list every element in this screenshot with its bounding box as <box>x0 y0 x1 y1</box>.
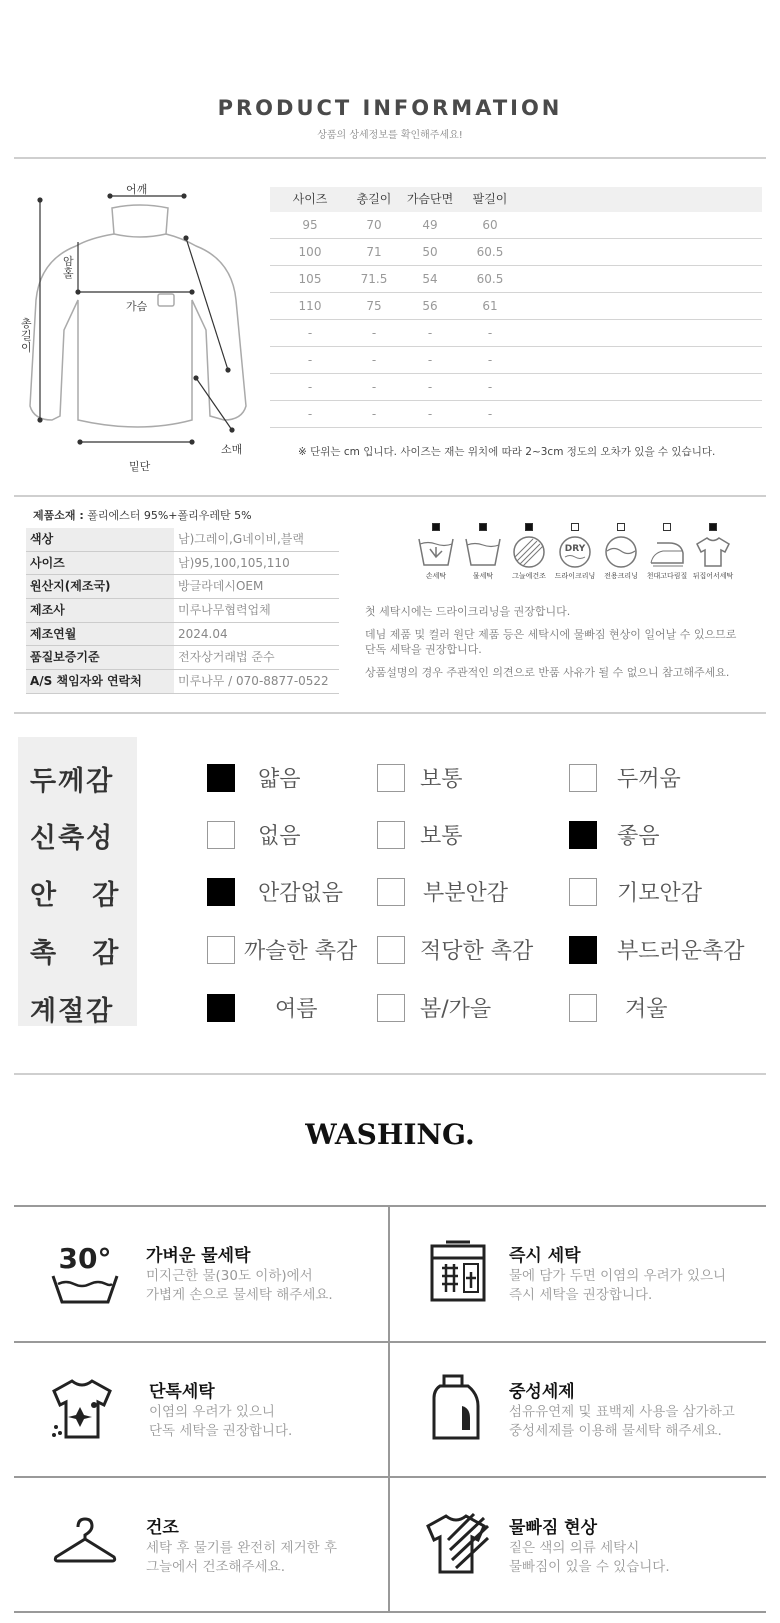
table-row <box>270 293 762 320</box>
info-key: 제조연월 <box>26 623 174 646</box>
table-row <box>270 374 762 401</box>
care-item-shade-dry <box>506 523 552 581</box>
page-subtitle: 상품의 상세정보를 확인해주세요! <box>317 130 463 141</box>
shade-dry-icon <box>509 535 549 569</box>
page-title: PRODUCT INFORMATION <box>217 96 563 120</box>
care-mark <box>525 523 533 531</box>
care-item-inside-out <box>690 523 736 581</box>
table-row <box>26 552 339 576</box>
table-row <box>26 575 339 599</box>
wash-item-desc: 세탁 후 물기를 완전히 제거한 후 <box>146 1540 337 1556</box>
iron-icon <box>647 535 687 569</box>
attr-checkbox <box>569 878 597 906</box>
attr-label-touch: 촉 감 <box>30 938 121 969</box>
info-value: 전자상거래법 준수 <box>178 650 275 665</box>
table-row <box>26 599 339 623</box>
attr-checkbox <box>207 994 235 1022</box>
divider <box>14 712 766 714</box>
divider <box>14 1073 766 1075</box>
size-header-cell: 팔길이 <box>472 192 508 206</box>
table-row <box>26 646 339 670</box>
wash-item-desc: 물빠짐이 있을 수 있습니다. <box>509 1559 670 1575</box>
garment-diagram <box>20 180 260 470</box>
attr-option: 좋음 <box>617 824 660 849</box>
info-key: 품질보증기준 <box>26 646 174 669</box>
hanger-icon <box>52 1517 118 1571</box>
info-key: 원산지(제조국) <box>26 575 174 598</box>
wash-item-title: 물빠짐 현상 <box>509 1518 598 1538</box>
wash-item-title: 단톡세탁 <box>149 1382 215 1402</box>
wash-item-desc: 그늘에서 건조해주세요. <box>146 1559 285 1575</box>
care-label: 천대고다림질 <box>646 572 688 580</box>
size-header-cell: 총길이 <box>356 192 392 206</box>
size-cell: 71 <box>366 245 382 259</box>
attr-label-lining: 안 감 <box>30 880 121 911</box>
care-note: 첫 세탁시에는 드라이크리닝을 권장합니다. <box>365 605 571 618</box>
wash-temp-text: 30° <box>58 1242 112 1275</box>
attr-checkbox <box>377 764 405 792</box>
table-row <box>26 623 339 647</box>
size-note: ※ 단위는 cm 입니다. 사이즈는 재는 위치에 따라 2~3cm 정도의 오차가 있을 수 있습니다. <box>298 446 716 458</box>
attr-option: 안감없음 <box>258 881 344 906</box>
attr-checkbox <box>377 878 405 906</box>
table-row <box>270 266 762 293</box>
size-table <box>270 187 762 428</box>
wash-item-desc: 중성세제를 이용해 물세탁 해주세요. <box>509 1423 722 1439</box>
wash-item-desc: 미지근한 물(30도 이하)에서 <box>146 1268 313 1284</box>
size-cell: - <box>371 353 377 367</box>
care-item-hand-wash <box>413 523 459 581</box>
wash-item-desc: 즉시 세탁을 권장합니다. <box>509 1287 653 1303</box>
label-sleeve: 소매 <box>221 443 243 456</box>
attr-checkbox <box>377 936 405 964</box>
wash-item-desc: 단독 세탁을 권장합니다. <box>149 1423 293 1439</box>
attr-option: 없음 <box>258 824 301 849</box>
care-note: 단독 세탁을 권장합니다. <box>365 643 482 656</box>
attr-checkbox <box>207 764 235 792</box>
size-cell: 75 <box>366 299 382 313</box>
machine-wash-icon <box>463 535 503 569</box>
attr-option: 부분안감 <box>423 881 509 906</box>
wash-item-title: 즉시 세탁 <box>509 1246 581 1266</box>
info-key: 사이즈 <box>26 552 174 575</box>
care-label: 물세탁 <box>472 572 494 580</box>
label-hem: 밑단 <box>129 460 151 473</box>
table-row <box>270 212 762 239</box>
size-cell: 49 <box>422 218 438 232</box>
attr-option: 두꺼움 <box>617 767 681 792</box>
wash-item-desc: 가볍게 손으로 물세탁 해주세요. <box>146 1287 333 1303</box>
wash-item-desc: 짙은 색의 의류 세탁시 <box>509 1540 640 1556</box>
attr-checkbox <box>207 936 235 964</box>
info-key: 색상 <box>26 528 174 551</box>
care-note: 상품설명의 경우 주관적인 의견으로 반품 사유가 될 수 없으니 참고해주세요. <box>365 666 730 679</box>
care-label: 손세탁 <box>425 572 447 580</box>
attr-checkbox <box>207 878 235 906</box>
washing-divider <box>14 1205 766 1207</box>
divider <box>14 495 766 497</box>
inside-out-icon <box>693 535 733 569</box>
info-value: 방글라데시OEM <box>178 579 264 594</box>
attr-option: 부드러운촉감 <box>617 939 745 964</box>
size-cell: - <box>487 353 493 367</box>
wash-item-desc: 이염의 우려가 있으니 <box>149 1404 275 1420</box>
wash-item-title: 중성세제 <box>509 1382 575 1402</box>
shirt-stain-icon <box>50 1377 114 1445</box>
hand-wash-icon <box>416 535 456 569</box>
care-mark <box>479 523 487 531</box>
care-mark <box>571 523 579 531</box>
attr-option: 기모안감 <box>617 881 703 906</box>
table-row <box>270 347 762 374</box>
info-key: 제조사 <box>26 599 174 622</box>
care-note: 데님 제품 및 컬러 원단 제품 등은 세탁시에 물빠짐 현상이 일어날 수 있으므로 <box>365 628 737 641</box>
table-row <box>26 670 339 694</box>
size-cell: 61 <box>482 299 498 313</box>
info-value: 미루나무 / 070-8877-0522 <box>178 674 329 689</box>
attr-label-season: 계절감 <box>30 996 115 1027</box>
size-cell: 71.5 <box>360 272 388 286</box>
size-cell: 105 <box>298 272 322 286</box>
size-cell: 60.5 <box>476 272 504 286</box>
attr-option: 여름 <box>275 997 318 1022</box>
size-table-header <box>270 187 762 212</box>
attr-label-thickness: 두께감 <box>30 766 115 797</box>
attr-option: 적당한 촉감 <box>420 939 534 964</box>
dry-clean-icon <box>555 535 595 569</box>
care-mark <box>432 523 440 531</box>
care-label: 그늘에건조 <box>512 572 546 580</box>
care-item-machine-wash <box>460 523 506 581</box>
care-label: 전용크리닝 <box>604 572 638 580</box>
size-cell: 70 <box>366 218 382 232</box>
attr-checkbox <box>207 821 235 849</box>
attr-checkbox <box>569 936 597 964</box>
wash-item-desc: 섬유유연제 및 표백제 사용을 삼가하고 <box>509 1404 735 1420</box>
wash-item-desc: 물에 담가 두면 이염의 우려가 있으니 <box>509 1268 727 1284</box>
size-cell: 110 <box>298 299 322 313</box>
wash-item-title: 가벼운 물세탁 <box>146 1246 251 1266</box>
care-mark <box>617 523 625 531</box>
wash-30-icon <box>50 1240 120 1310</box>
table-row <box>270 401 762 428</box>
turtleneck-outline-icon <box>20 180 260 470</box>
care-item-iron <box>644 523 690 581</box>
product-info-table <box>26 528 339 694</box>
washing-vertical-divider <box>388 1205 390 1611</box>
attr-option: 겨울 <box>625 997 668 1022</box>
special-clean-icon <box>601 535 641 569</box>
label-shoulder: 어깨 <box>126 183 148 196</box>
size-cell: - <box>427 326 433 340</box>
size-cell: 54 <box>422 272 438 286</box>
attr-option: 보통 <box>420 767 463 792</box>
attr-label-elasticity: 신축성 <box>30 823 115 854</box>
label-chest: 가슴 <box>126 300 148 313</box>
care-label: 드라이크리닝 <box>554 572 596 580</box>
size-cell: - <box>371 380 377 394</box>
washing-title: WASHING. <box>305 1118 475 1151</box>
care-item-dry-clean <box>552 523 598 581</box>
care-label: 뒤집어서세탁 <box>692 572 734 580</box>
attr-checkbox <box>569 994 597 1022</box>
size-cell: - <box>307 326 313 340</box>
dry-text: DRY <box>564 544 586 554</box>
size-cell: - <box>487 326 493 340</box>
attr-option: 보통 <box>420 824 463 849</box>
size-cell: 56 <box>422 299 438 313</box>
size-cell: - <box>427 353 433 367</box>
table-row <box>26 528 339 552</box>
size-header-cell: 가슴단면 <box>406 192 454 206</box>
size-cell: 60.5 <box>476 245 504 259</box>
info-key: A/S 책임자와 연락처 <box>26 670 174 693</box>
care-mark <box>663 523 671 531</box>
table-row <box>270 239 762 266</box>
wash-item-title: 건조 <box>146 1518 179 1538</box>
size-cell: - <box>427 380 433 394</box>
care-mark <box>709 523 717 531</box>
material-line <box>33 507 252 523</box>
washing-divider <box>14 1341 766 1343</box>
attr-option: 봄/가을 <box>420 997 492 1022</box>
size-cell: - <box>307 407 313 421</box>
size-cell: - <box>487 380 493 394</box>
size-cell: - <box>371 326 377 340</box>
table-row <box>270 320 762 347</box>
washing-machine-icon <box>428 1238 488 1308</box>
size-header-cell: 사이즈 <box>292 192 328 206</box>
info-value: 미루나무협력업체 <box>178 603 271 618</box>
attr-checkbox <box>569 764 597 792</box>
size-cell: - <box>371 407 377 421</box>
info-value: 남)95,100,105,110 <box>178 555 290 570</box>
attr-checkbox <box>377 994 405 1022</box>
size-cell: - <box>307 353 313 367</box>
size-cell: - <box>307 380 313 394</box>
size-cell: - <box>487 407 493 421</box>
size-cell: 100 <box>298 245 322 259</box>
care-item-special-clean <box>598 523 644 581</box>
info-value: 남)그레이,G네이비,블랙 <box>178 532 304 546</box>
washing-divider <box>14 1611 766 1613</box>
washing-divider <box>14 1476 766 1478</box>
color-bleed-icon <box>426 1510 492 1580</box>
size-cell: 95 <box>302 218 318 232</box>
material-label: 제품소재 : <box>33 509 84 522</box>
detergent-icon <box>428 1372 484 1446</box>
info-value: 2024.04 <box>178 626 228 641</box>
size-cell: - <box>427 407 433 421</box>
label-armhole: 암홀 <box>63 255 74 280</box>
attr-checkbox <box>377 821 405 849</box>
size-cell: 50 <box>422 245 438 259</box>
material-value: 폴리에스터 95%+폴리우레탄 5% <box>87 509 252 522</box>
attr-checkbox <box>569 821 597 849</box>
label-length: 총길이 <box>21 317 32 354</box>
size-cell: 60 <box>482 218 498 232</box>
divider <box>14 157 766 159</box>
attr-option: 까슬한 촉감 <box>244 939 358 964</box>
attr-option: 얇음 <box>258 767 301 792</box>
